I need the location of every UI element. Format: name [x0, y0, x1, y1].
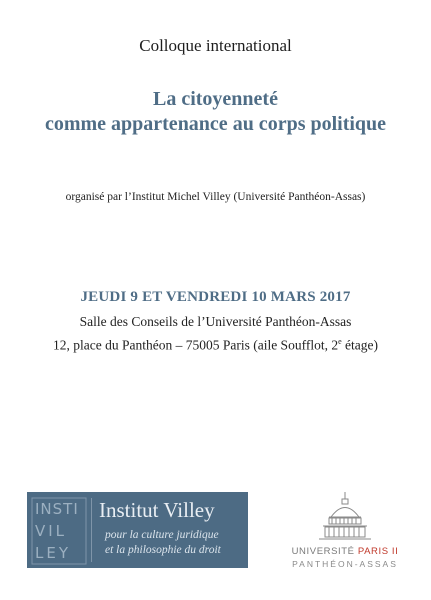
university-name — [283, 546, 407, 557]
title-line-2: comme appartenance au corps politique — [44, 113, 387, 135]
monogram-line-3: LEY — [35, 544, 71, 562]
university-subtitle: PANTHÉON-ASSAS — [292, 559, 398, 569]
villey-name: Institut Villey — [99, 498, 215, 522]
title-line-1: La citoyenneté — [153, 88, 278, 110]
address-end: étage) — [341, 337, 378, 353]
event-type-heading: Colloque international — [139, 36, 292, 55]
address-text — [0, 337, 431, 354]
university-word: UNIVERSITÉ — [291, 546, 355, 557]
address-superscript: e — [338, 337, 342, 346]
address-main: 12, place du Panthéon – 75005 Paris (aile Soufflot, 2 — [52, 337, 339, 353]
villey-divider — [91, 498, 92, 562]
venue-text: Salle des Conseils de l’Université Panthéon-Assas — [79, 314, 352, 329]
pantheon-dome-icon — [313, 490, 377, 544]
university-paris: PARIS II — [357, 546, 399, 557]
institut-villey-logo — [27, 492, 248, 568]
organizer-text: organisé par l’Institut Michel Villey (Université Panthéon-Assas) — [65, 191, 366, 203]
villey-tagline-1: pour la culture juridique — [105, 529, 219, 541]
monogram-line-1: INSTI — [35, 500, 79, 518]
villey-monogram — [31, 496, 87, 564]
villey-tagline-2: et la philosophie du droit — [105, 544, 221, 556]
event-dates: JEUDI 9 ET VENDREDI 10 MARS 2017 — [80, 289, 351, 305]
universite-paris-ii-logo — [283, 490, 407, 580]
monogram-line-2: VIL — [35, 522, 68, 540]
villey-monogram-frame-icon — [31, 496, 89, 566]
colloquium-title — [0, 87, 431, 137]
